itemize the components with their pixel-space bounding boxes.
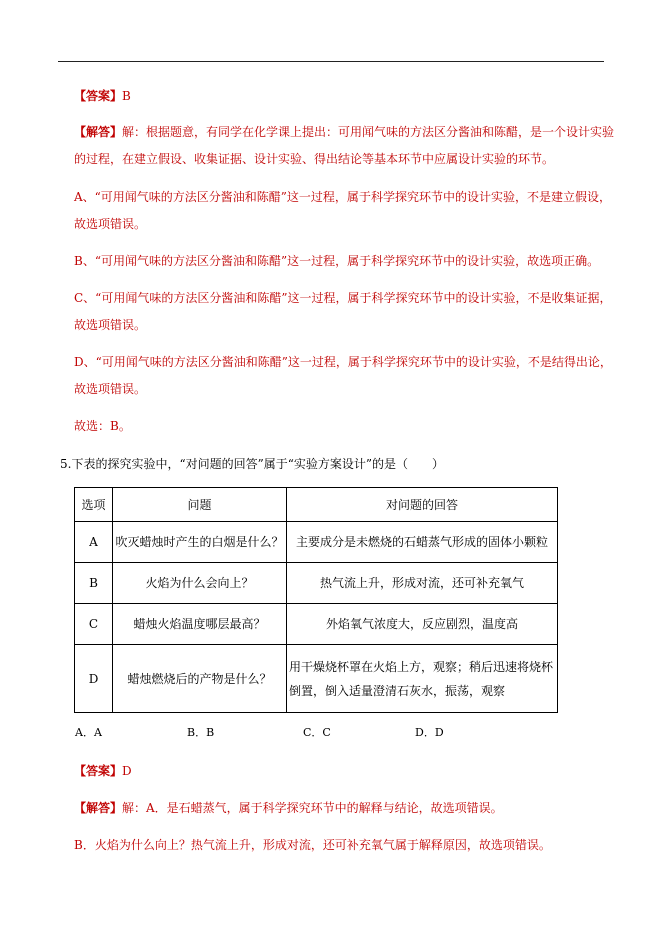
table-cell-question: 蜡烛火焰温度哪层最高？ [113, 604, 287, 645]
table-cell-option: A [75, 522, 113, 563]
analysis-text: 解：A．是石蜡蒸气，属于科学探究环节中的解释与结论，故选项错误。 [122, 801, 503, 815]
table-header-row [75, 488, 558, 522]
q4-analysis-line-1 [74, 125, 614, 139]
q4-option-c-line-1: C、“可用闻气味的方法区分酱油和陈醋”这一过程，属于科学探究环节中的设计实验，不是收集证据， [74, 291, 612, 305]
table-cell-answer: 主要成分是未燃烧的石蜡蒸气形成的固体小颗粒 [287, 522, 558, 563]
answer-label: 【答案】 [74, 89, 123, 103]
table-cell-option: B [75, 563, 113, 604]
table-header-cell: 问题 [113, 488, 287, 522]
q5-answer [74, 764, 132, 778]
header-rule [58, 61, 604, 62]
q4-option-a-line-1: A、“可用闻气味的方法区分酱油和陈醋”这一过程，属于科学探究环节中的设计实验，不是建立假设， [74, 190, 611, 204]
table-header-cell: 选项 [75, 488, 113, 522]
q4-answer [74, 89, 131, 103]
q4-option-a-line-2: 故选项错误。 [74, 217, 147, 231]
q5-stem: 5.下表的探究实验中，“对问题的回答”属于“实验方案设计”的是（ ） [60, 457, 444, 471]
q4-option-d-line-2: 故选项错误。 [74, 382, 147, 396]
table-header-cell: 对问题的回答 [287, 488, 558, 522]
analysis-text: 解：根据题意，有同学在化学课上提出：可用闻气味的方法区分酱油和陈醋，是一个设计实验 [122, 125, 615, 139]
q4-option-d-line-1: D、“可用闻气味的方法区分酱油和陈醋”这一过程，属于科学探究环节中的设计实验，不是结得出论， [74, 355, 612, 369]
table-row [75, 645, 558, 713]
q4-option-b: B、“可用闻气味的方法区分酱油和陈醋”这一过程，属于科学探究环节中的设计实验，故选项正确。 [74, 254, 600, 268]
table-cell-answer: 热气流上升，形成对流，还可补充氧气 [287, 563, 558, 604]
q4-choice: 故选：B。 [74, 419, 131, 433]
table-row [75, 563, 558, 604]
table-cell-question: 火焰为什么会向上？ [113, 563, 287, 604]
table-cell-answer: 用干燥烧杯罩在火焰上方，观察；稍后迅速将烧杯倒置，倒入适量澄清石灰水，振荡，观察 [287, 645, 558, 713]
table-cell-question: 蜡烛燃烧后的产物是什么？ [113, 645, 287, 713]
q5-table [74, 487, 558, 713]
table-cell-option: C [75, 604, 113, 645]
q5-option-d: D．D [415, 726, 444, 739]
q4-analysis-line-2: 的过程，在建立假设、收集证据、设计实验、得出结论等基本环节中应属设计实验的环节。 [74, 152, 555, 166]
table-row [75, 604, 558, 645]
q5-analysis-b: B．火焰为什么向上？热气流上升，形成对流，还可补充氧气属于解释原因，故选项错误。 [74, 838, 551, 852]
table-cell-option: D [75, 645, 113, 713]
answer-label: 【答案】 [74, 764, 123, 778]
q5-option-a: A．A [75, 726, 102, 739]
answer-value: D [122, 764, 132, 778]
answer-value: B [122, 89, 131, 103]
q5-option-c: C．C [303, 726, 331, 739]
table-row [75, 522, 558, 563]
analysis-label: 【解答】 [74, 125, 123, 139]
q4-option-c-line-2: 故选项错误。 [74, 318, 147, 332]
table-cell-question: 吹灭蜡烛时产生的白烟是什么？ [113, 522, 287, 563]
table-cell-answer: 外焰氧气浓度大，反应剧烈，温度高 [287, 604, 558, 645]
q5-analysis-a [74, 801, 503, 815]
q5-option-b: B．B [187, 726, 215, 739]
analysis-label: 【解答】 [74, 801, 123, 815]
